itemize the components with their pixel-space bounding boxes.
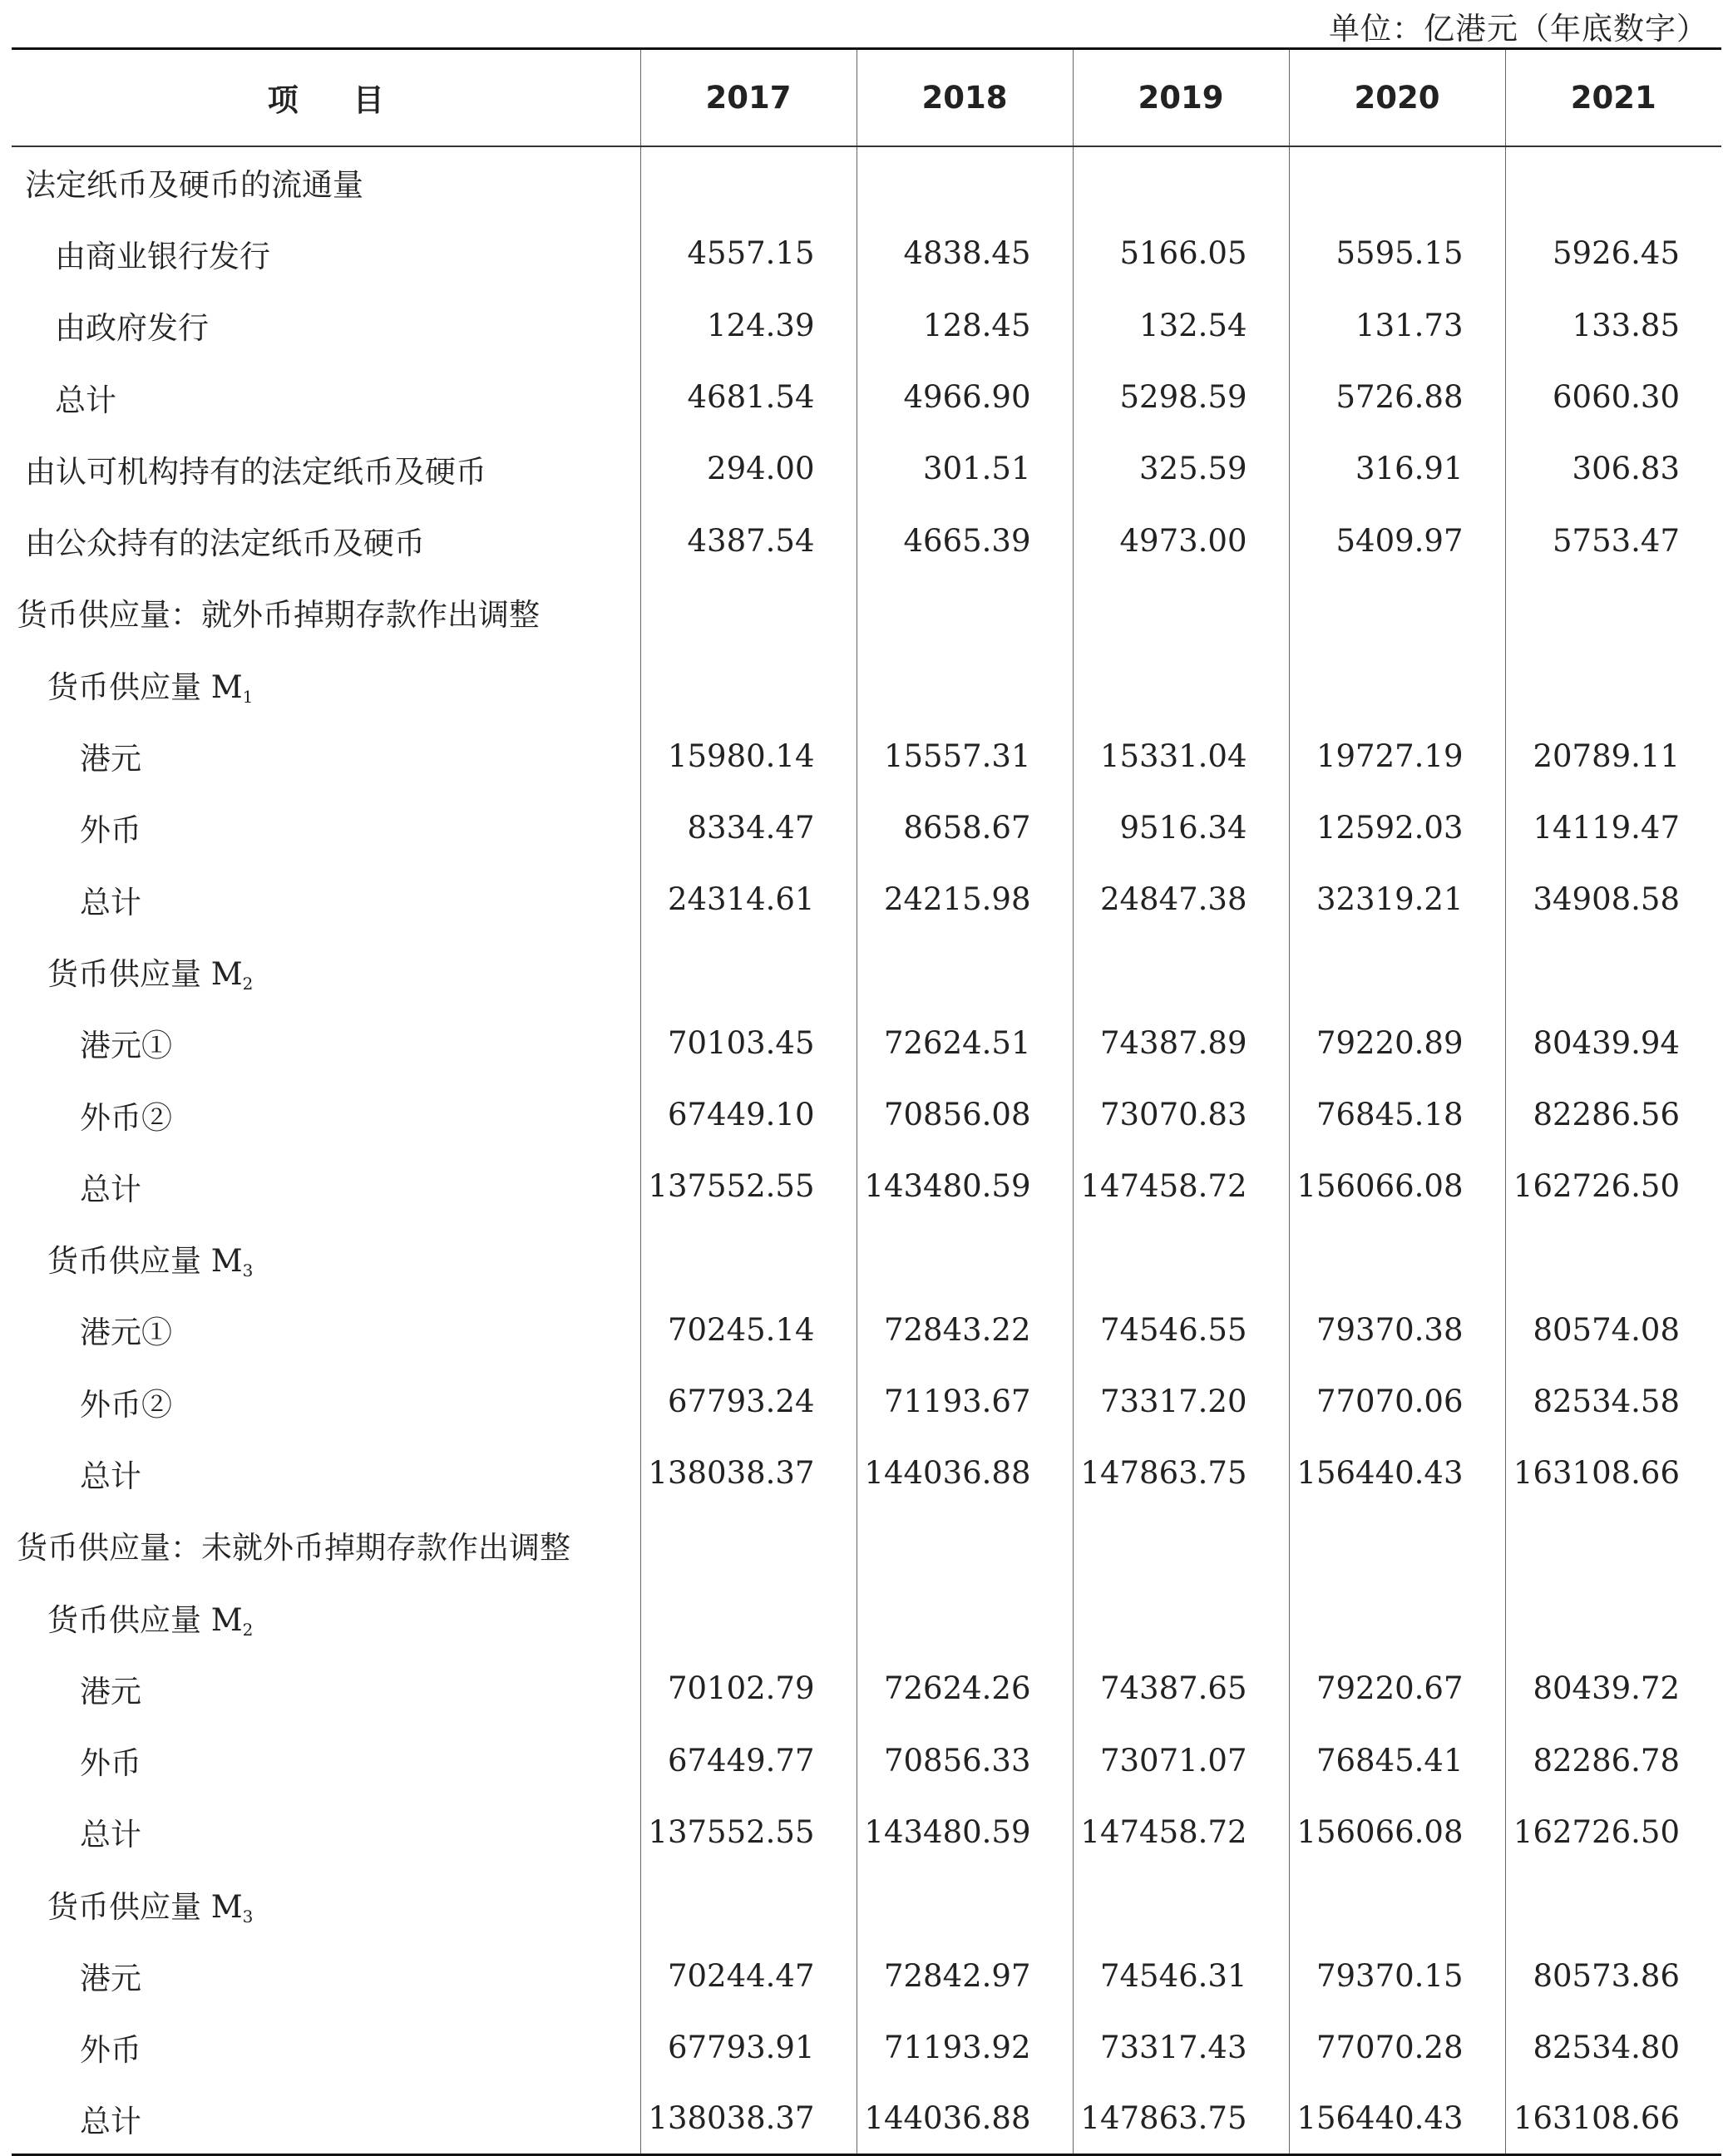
table-row [12, 863, 1721, 935]
cell-value: 76845.18 [1289, 1078, 1505, 1150]
table-row [12, 1940, 1721, 2011]
row-label: 外币② [80, 1099, 172, 1136]
money-supply-table [12, 47, 1721, 2156]
cell-value: 73071.07 [1073, 1724, 1289, 1796]
row-label: 总计 [12, 2084, 640, 2155]
cell-value: 5926.45 [1505, 218, 1721, 289]
cell-value: 67793.91 [640, 2011, 857, 2083]
cell-value: 70856.33 [857, 1724, 1073, 1796]
cell-value: 15557.31 [857, 720, 1073, 792]
cell-value: 325.59 [1073, 433, 1289, 505]
cell-value [1073, 576, 1289, 648]
cell-value: 34908.58 [1505, 863, 1721, 935]
cell-value: 156440.43 [1289, 1438, 1505, 1509]
cell-value: 8334.47 [640, 792, 857, 863]
row-label: 法定纸币及硬币的流通量 [25, 167, 363, 204]
cell-value: 4838.45 [857, 218, 1073, 289]
header-year: 2019 [1073, 49, 1289, 146]
cell-value [1073, 649, 1289, 720]
table-row [12, 218, 1721, 289]
cell-value: 70244.47 [640, 1940, 857, 2011]
cell-value [1289, 1868, 1505, 1940]
cell-value [857, 935, 1073, 1007]
cell-value: 156066.08 [1289, 1796, 1505, 1867]
cell-value: 73070.83 [1073, 1078, 1289, 1150]
table-row [12, 1796, 1721, 1867]
row-label: 外币 [80, 1745, 141, 1782]
cell-value [1505, 146, 1721, 218]
cell-value: 9516.34 [1073, 792, 1289, 863]
cell-value: 72624.51 [857, 1007, 1073, 1078]
row-label: 外币 [80, 2032, 141, 2069]
cell-value [640, 1868, 857, 1940]
cell-value: 80574.08 [1505, 1294, 1721, 1365]
table-row [12, 1078, 1721, 1150]
cell-value: 4966.90 [857, 361, 1073, 432]
cell-value: 80439.94 [1505, 1007, 1721, 1078]
cell-value: 79370.38 [1289, 1294, 1505, 1365]
cell-value: 137552.55 [640, 1151, 857, 1222]
cell-value: 147863.75 [1073, 1438, 1289, 1509]
cell-value [1289, 576, 1505, 648]
cell-value: 144036.88 [857, 1438, 1073, 1509]
cell-value: 80573.86 [1505, 1940, 1721, 2011]
cell-value: 82534.58 [1505, 1366, 1721, 1438]
cell-value [640, 1581, 857, 1652]
cell-value: 74546.55 [1073, 1294, 1289, 1365]
table-row [12, 576, 1721, 648]
row-label: 货币供应量 $M_3$ [47, 1888, 254, 1927]
cell-value: 15980.14 [640, 720, 857, 792]
cell-value: 77070.06 [1289, 1366, 1505, 1438]
cell-value [1073, 1222, 1289, 1294]
cell-value [1073, 1509, 1289, 1581]
cell-value [1073, 146, 1289, 218]
cell-value [1505, 1868, 1721, 1940]
row-label: 由认可机构持有的法定纸币及硬币 [25, 453, 486, 490]
table-row [12, 1724, 1721, 1796]
cell-value [640, 1509, 857, 1581]
cell-value: 82534.80 [1505, 2011, 1721, 2083]
cell-value: 5298.59 [1073, 361, 1289, 432]
cell-value: 70245.14 [640, 1294, 857, 1365]
cell-value: 163108.66 [1505, 1438, 1721, 1509]
cell-value: 79220.67 [1289, 1653, 1505, 1724]
table-row [12, 146, 1721, 218]
cell-value [857, 576, 1073, 648]
cell-value: 306.83 [1505, 433, 1721, 505]
cell-value: 156440.43 [1289, 2084, 1505, 2155]
header-year: 2020 [1289, 49, 1505, 146]
row-label: 总计 [80, 884, 141, 920]
cell-value: 4665.39 [857, 505, 1073, 576]
unit-note: 单位：亿港元（年底数字） [1329, 11, 1708, 47]
row-label: 港元 [80, 1673, 141, 1710]
table-row [12, 289, 1721, 361]
row-label: 总计 [80, 1171, 141, 1207]
cell-value [1289, 146, 1505, 218]
cell-value: 144036.88 [857, 2084, 1073, 2155]
cell-value: 162726.50 [1505, 1151, 1721, 1222]
cell-value: 6060.30 [1505, 361, 1721, 432]
table-row [12, 505, 1721, 576]
cell-value: 70103.45 [640, 1007, 857, 1078]
cell-value: 143480.59 [857, 1151, 1073, 1222]
cell-value: 72842.97 [857, 1940, 1073, 2011]
cell-value: 70102.79 [640, 1653, 857, 1724]
cell-value: 5753.47 [1505, 505, 1721, 576]
cell-value: 24847.38 [1073, 863, 1289, 935]
row-label: 货币供应量 $M_3$ [47, 1243, 254, 1281]
cell-value [640, 146, 857, 218]
cell-value: 5595.15 [1289, 218, 1505, 289]
cell-value: 71193.67 [857, 1366, 1073, 1438]
cell-value: 143480.59 [857, 1796, 1073, 1867]
cell-value: 316.91 [1289, 433, 1505, 505]
row-label: 由政府发行 [55, 310, 209, 347]
cell-value: 138038.37 [640, 1438, 857, 1509]
table-row [12, 1581, 1721, 1652]
row-label: 由商业银行发行 [55, 238, 270, 274]
table-row [12, 1653, 1721, 1724]
cell-value [1505, 1222, 1721, 1294]
cell-value [1073, 935, 1289, 1007]
cell-value [1505, 576, 1721, 648]
cell-value: 12592.03 [1289, 792, 1505, 863]
cell-value: 20789.11 [1505, 720, 1721, 792]
cell-value: 156066.08 [1289, 1151, 1505, 1222]
row-label: 港元① [80, 1315, 172, 1351]
cell-value [640, 1222, 857, 1294]
cell-value [857, 1222, 1073, 1294]
cell-value: 72843.22 [857, 1294, 1073, 1365]
cell-value [1505, 1509, 1721, 1581]
cell-value: 72624.26 [857, 1653, 1073, 1724]
cell-value: 128.45 [857, 289, 1073, 361]
table-row [12, 720, 1721, 792]
row-label: 总计 [80, 1817, 141, 1853]
cell-value: 4681.54 [640, 361, 857, 432]
table-row [12, 792, 1721, 863]
header-item: 项目 [12, 49, 640, 146]
cell-value: 70856.08 [857, 1078, 1073, 1150]
cell-value: 4973.00 [1073, 505, 1289, 576]
cell-value: 162726.50 [1505, 1796, 1721, 1867]
cell-value [1073, 1581, 1289, 1652]
table-row [12, 1868, 1721, 1940]
table-row [12, 361, 1721, 432]
cell-value: 15331.04 [1073, 720, 1289, 792]
row-label: 港元 [80, 1961, 141, 1997]
cell-value: 79370.15 [1289, 1940, 1505, 2011]
cell-value: 132.54 [1073, 289, 1289, 361]
cell-value: 24215.98 [857, 863, 1073, 935]
table-row [12, 1007, 1721, 1078]
cell-value: 294.00 [640, 433, 857, 505]
cell-value: 8658.67 [857, 792, 1073, 863]
cell-value: 82286.56 [1505, 1078, 1721, 1150]
cell-value [1289, 1509, 1505, 1581]
cell-value: 138038.37 [640, 2084, 857, 2155]
cell-value [1289, 1222, 1505, 1294]
row-label: 货币供应量 $M_2$ [47, 955, 254, 994]
cell-value: 32319.21 [1289, 863, 1505, 935]
cell-value: 67449.77 [640, 1724, 857, 1796]
table-row [12, 1366, 1721, 1438]
cell-value: 80439.72 [1505, 1653, 1721, 1724]
cell-value: 73317.20 [1073, 1366, 1289, 1438]
cell-value: 76845.41 [1289, 1724, 1505, 1796]
header-year: 2017 [640, 49, 857, 146]
cell-value [640, 935, 857, 1007]
row-label: 货币供应量：就外币掉期存款作出调整 [17, 597, 540, 634]
cell-value: 79220.89 [1289, 1007, 1505, 1078]
cell-value: 77070.28 [1289, 2011, 1505, 2083]
cell-value [1505, 649, 1721, 720]
cell-value: 67449.10 [640, 1078, 857, 1150]
cell-value [1505, 1581, 1721, 1652]
cell-value [857, 1509, 1073, 1581]
header-year: 2018 [857, 49, 1073, 146]
table-row [12, 2084, 1721, 2155]
row-label: 总计 [55, 382, 116, 418]
cell-value: 67793.24 [640, 1366, 857, 1438]
table-row [12, 1438, 1721, 1509]
cell-value [857, 146, 1073, 218]
cell-value: 4387.54 [640, 505, 857, 576]
cell-value: 74387.65 [1073, 1653, 1289, 1724]
cell-value: 5409.97 [1289, 505, 1505, 576]
cell-value: 133.85 [1505, 289, 1721, 361]
cell-value [1289, 1581, 1505, 1652]
cell-value: 301.51 [857, 433, 1073, 505]
cell-value: 163108.66 [1505, 2084, 1721, 2155]
cell-value [640, 576, 857, 648]
cell-value: 147458.72 [1073, 1151, 1289, 1222]
cell-value: 124.39 [640, 289, 857, 361]
row-label: 货币供应量 $M_1$ [47, 669, 254, 707]
cell-value: 147863.75 [1073, 2084, 1289, 2155]
cell-value: 73317.43 [1073, 2011, 1289, 2083]
cell-value: 14119.47 [1505, 792, 1721, 863]
cell-value: 82286.78 [1505, 1724, 1721, 1796]
cell-value [1505, 935, 1721, 1007]
table-row [12, 935, 1721, 1007]
row-label: 外币 [80, 812, 141, 849]
cell-value: 4557.15 [640, 218, 857, 289]
cell-value: 74546.31 [1073, 1940, 1289, 2011]
table-row [12, 1509, 1721, 1581]
table-row [12, 649, 1721, 720]
cell-value [1289, 935, 1505, 1007]
cell-value [1073, 1868, 1289, 1940]
table-row [12, 2011, 1721, 2083]
table-row [12, 1222, 1721, 1294]
table-header-row [12, 49, 1721, 146]
row-label: 港元① [80, 1028, 172, 1064]
row-label: 货币供应量：未就外币掉期存款作出调整 [17, 1530, 570, 1566]
cell-value: 71193.92 [857, 2011, 1073, 2083]
cell-value: 5726.88 [1289, 361, 1505, 432]
row-label: 由公众持有的法定纸币及硬币 [25, 525, 425, 562]
row-label: 外币② [80, 1386, 172, 1423]
cell-value [857, 1581, 1073, 1652]
row-label: 港元 [80, 741, 141, 777]
header-year: 2021 [1505, 49, 1721, 146]
cell-value [857, 1868, 1073, 1940]
cell-value [640, 649, 857, 720]
cell-value: 74387.89 [1073, 1007, 1289, 1078]
cell-value: 24314.61 [640, 863, 857, 935]
cell-value [1289, 649, 1505, 720]
cell-value [857, 649, 1073, 720]
cell-value: 147458.72 [1073, 1796, 1289, 1867]
cell-value: 19727.19 [1289, 720, 1505, 792]
table-row [12, 1294, 1721, 1365]
row-label: 总计 [80, 1458, 141, 1494]
cell-value: 137552.55 [640, 1796, 857, 1867]
table-row [12, 433, 1721, 505]
cell-value: 5166.05 [1073, 218, 1289, 289]
row-label: 货币供应量 $M_2$ [47, 1601, 254, 1640]
table-row [12, 1151, 1721, 1222]
cell-value: 131.73 [1289, 289, 1505, 361]
